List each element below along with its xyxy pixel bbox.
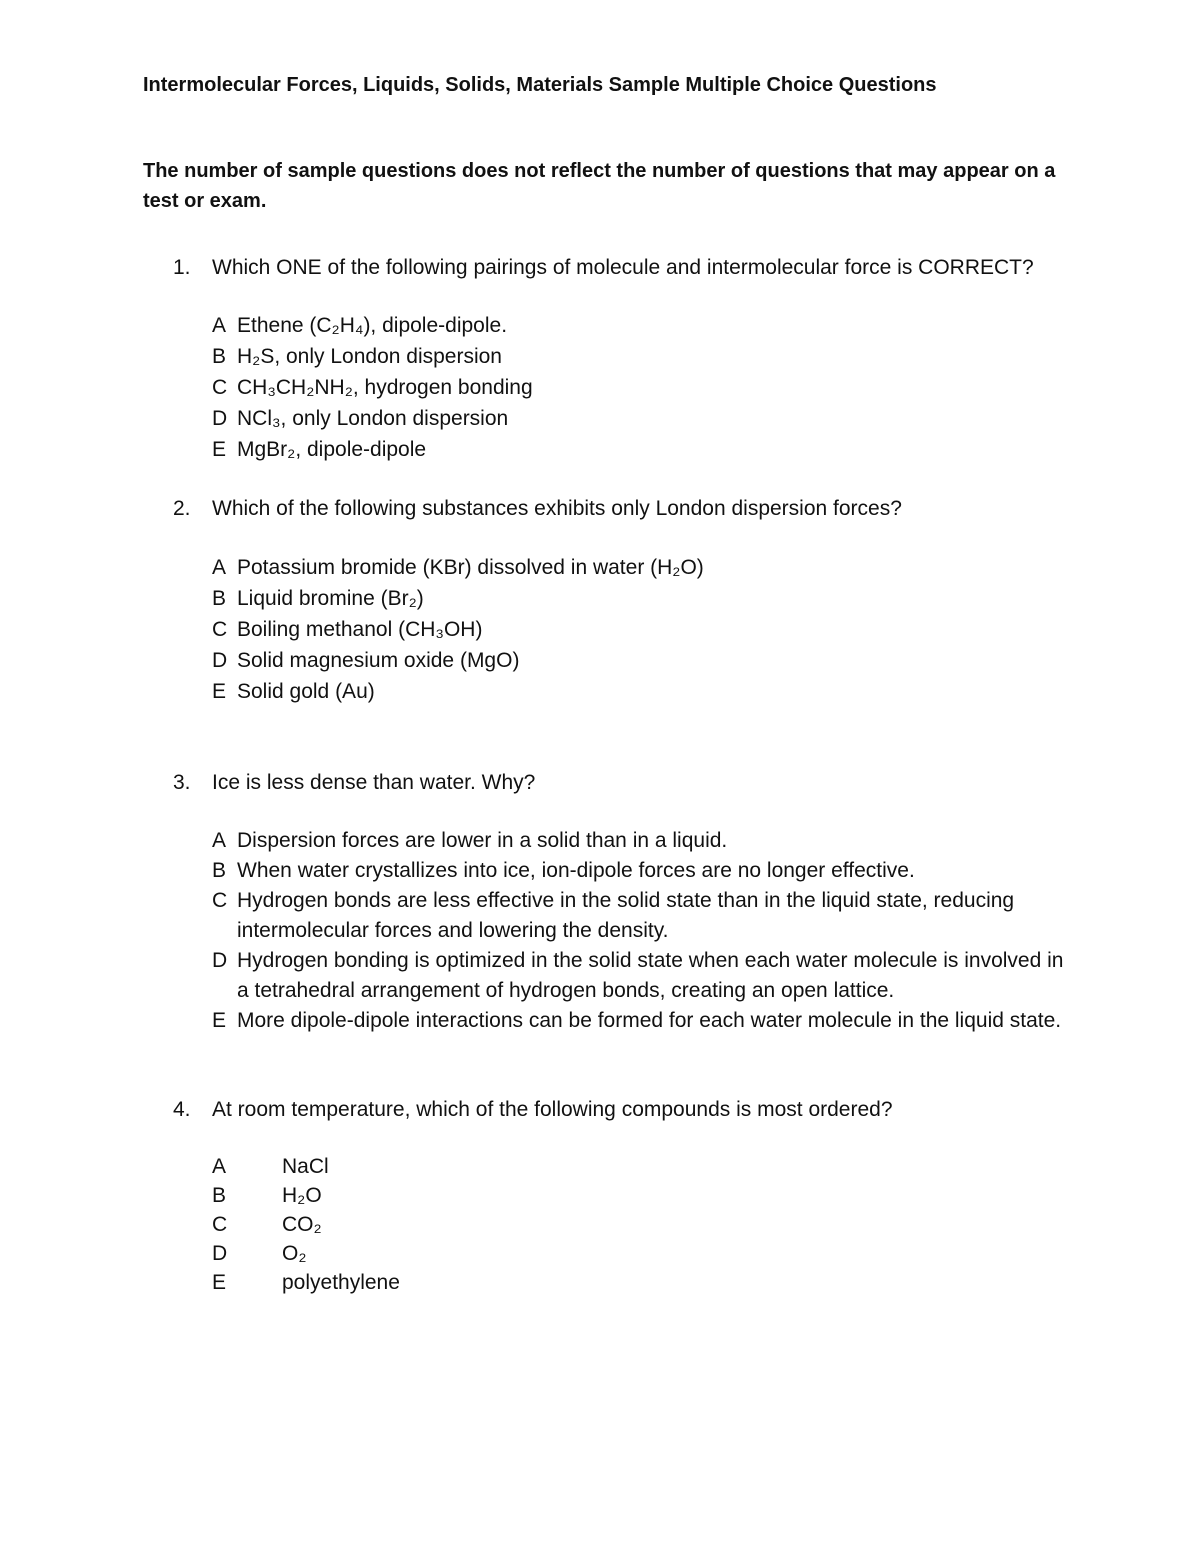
option-text: More dipole-dipole interactions can be formed for each water molecule in the liquid state. bbox=[237, 1009, 1062, 1032]
option bbox=[212, 946, 1072, 1006]
option-text: polyethylene bbox=[282, 1271, 400, 1294]
option-text: H₂O bbox=[282, 1184, 322, 1207]
question-2-options bbox=[212, 555, 1072, 710]
question-4-options bbox=[212, 1154, 1072, 1299]
question-number: 4. bbox=[173, 1098, 191, 1121]
option-text: Hydrogen bonds are less effective in the solid state than in the liquid state, reducing intermolecular forces and lowering the density. bbox=[237, 889, 1015, 942]
option-letter: D bbox=[212, 949, 228, 972]
option bbox=[212, 586, 1072, 617]
notice-text: The number of sample questions does not reflect the number of questions that may appear on a test or exam. bbox=[143, 160, 1056, 212]
option-letter: E bbox=[212, 1271, 227, 1294]
option-text: Dispersion forces are lower in a solid than in a liquid. bbox=[237, 829, 728, 852]
option bbox=[212, 617, 1072, 648]
option bbox=[212, 886, 1072, 946]
option bbox=[212, 1241, 1072, 1270]
option-letter: E bbox=[212, 438, 227, 461]
question-number: 3. bbox=[173, 771, 191, 794]
option bbox=[212, 648, 1072, 679]
option-letter: A bbox=[212, 556, 227, 579]
document-title: Intermolecular Forces, Liquids, Solids, Materials Sample Multiple Choice Questions bbox=[143, 74, 937, 96]
option-letter: D bbox=[212, 407, 228, 430]
option bbox=[212, 826, 1072, 856]
option-text: Boiling methanol (CH₃OH) bbox=[237, 618, 483, 641]
option-text: MgBr₂, dipole-dipole bbox=[237, 438, 427, 461]
option bbox=[212, 1212, 1072, 1241]
question-3-options bbox=[212, 826, 1072, 1036]
option bbox=[212, 1006, 1072, 1036]
question-text: Ice is less dense than water. Why? bbox=[212, 771, 536, 794]
question-1-options bbox=[212, 313, 1072, 468]
option bbox=[212, 1183, 1072, 1212]
option-text: O₂ bbox=[282, 1242, 307, 1265]
option-text: When water crystallizes into ice, ion-dipole forces are no longer effective. bbox=[237, 859, 915, 882]
option bbox=[212, 437, 1072, 468]
question-text: At room temperature, which of the following compounds is most ordered? bbox=[212, 1098, 893, 1121]
option-text: Solid gold (Au) bbox=[237, 680, 375, 703]
option-letter: E bbox=[212, 1009, 227, 1032]
option bbox=[212, 406, 1072, 437]
option-text: CH₃CH₂NH₂, hydrogen bonding bbox=[237, 376, 533, 399]
option bbox=[212, 313, 1072, 344]
option-letter: B bbox=[212, 1184, 227, 1207]
option-letter: A bbox=[212, 1155, 227, 1178]
option bbox=[212, 344, 1072, 375]
option-text: H₂S, only London dispersion bbox=[237, 345, 502, 368]
option-text: Ethene (C₂H₄), dipole-dipole. bbox=[237, 314, 508, 337]
option-text: Liquid bromine (Br₂) bbox=[237, 587, 424, 610]
option-text: NaCl bbox=[282, 1155, 329, 1178]
option-letter: A bbox=[212, 314, 227, 337]
option-letter: C bbox=[212, 889, 228, 912]
option bbox=[212, 856, 1072, 886]
option-letter: E bbox=[212, 680, 227, 703]
option-letter: A bbox=[212, 829, 227, 852]
option-text: Hydrogen bonding is optimized in the solid state when each water molecule is involved in a tetrahedral arrangement of hydrogen bonds, creating an open lattice. bbox=[237, 949, 1064, 1002]
question-number: 2. bbox=[173, 497, 191, 520]
option-letter: D bbox=[212, 649, 228, 672]
option-letter: D bbox=[212, 1242, 228, 1265]
question-text: Which of the following substances exhibits only London dispersion forces? bbox=[212, 497, 902, 520]
option bbox=[212, 1154, 1072, 1183]
option-letter: C bbox=[212, 376, 228, 399]
question-number: 1. bbox=[173, 256, 191, 279]
option-text: Solid magnesium oxide (MgO) bbox=[237, 649, 520, 672]
option-text: Potassium bromide (KBr) dissolved in water (H₂O) bbox=[237, 556, 704, 579]
option-letter: C bbox=[212, 1213, 228, 1236]
option-text: NCl₃, only London dispersion bbox=[237, 407, 509, 430]
option bbox=[212, 679, 1072, 710]
option-letter: B bbox=[212, 859, 227, 882]
option bbox=[212, 1270, 1072, 1299]
option-text: CO₂ bbox=[282, 1213, 322, 1236]
option-letter: B bbox=[212, 345, 227, 368]
option-letter: B bbox=[212, 587, 227, 610]
option bbox=[212, 375, 1072, 406]
question-text: Which ONE of the following pairings of molecule and intermolecular force is CORRECT? bbox=[212, 256, 1034, 279]
option bbox=[212, 555, 1072, 586]
option-letter: C bbox=[212, 618, 228, 641]
